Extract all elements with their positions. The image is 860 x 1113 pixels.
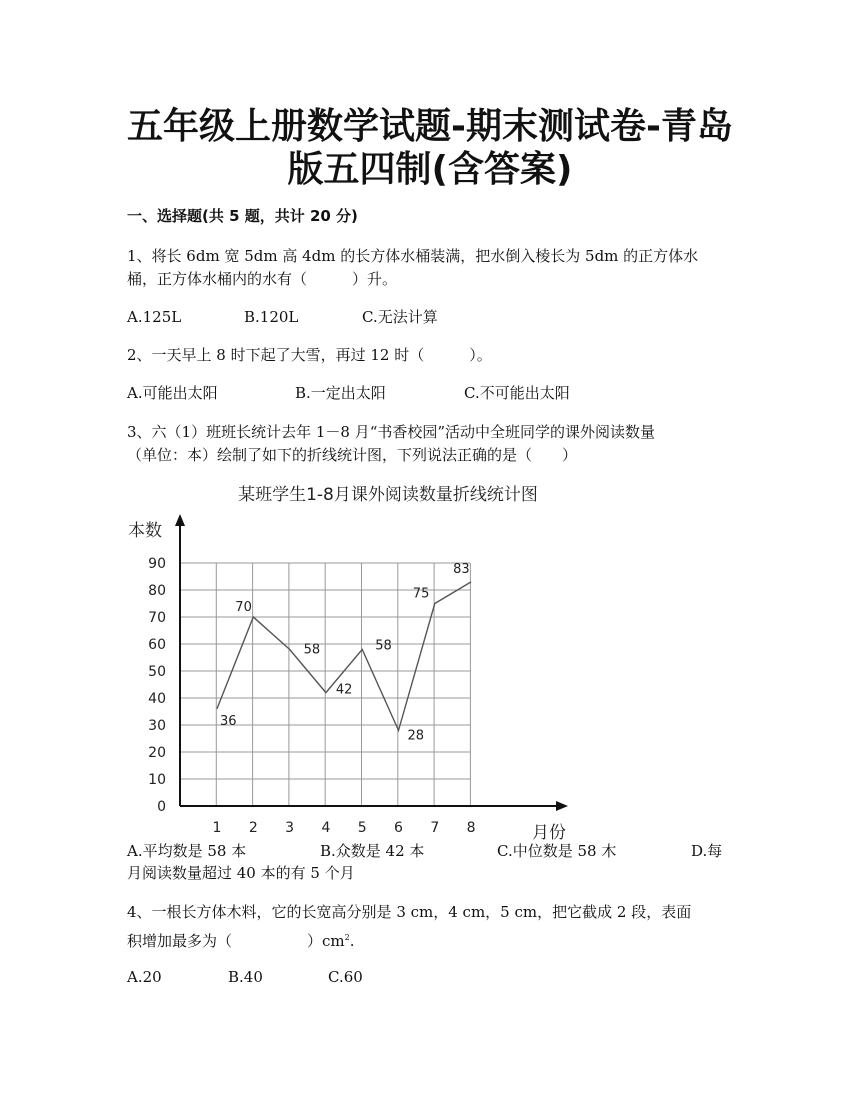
data-label: 83 [453, 561, 470, 577]
x-tick-label: 4 [321, 820, 331, 836]
y-tick-label: 70 [148, 610, 166, 626]
chart-title: 某班学生1-8月课外阅读数量折线统计图 [238, 485, 538, 505]
q4-option-b: B.40 [228, 968, 263, 986]
x-axis-arrow [556, 801, 568, 811]
question-4-text: 积增加最多为（ ）cm [127, 932, 345, 950]
chart-axes [175, 514, 568, 811]
question-2-line1: 2、一天早上 8 时下起了大雪，再过 12 时（ ）。 [127, 346, 492, 364]
question-4-line1: 4、一根长方体木料，它的长宽高分别是 3 cm，4 cm，5 cm，把它截成 2 段，表面 [127, 903, 692, 921]
y-axis-arrow [175, 514, 185, 526]
x-tick-label: 5 [357, 820, 367, 836]
q2-option-b: B.一定出太阳 [295, 384, 386, 402]
x-axis-label: 月份 [532, 823, 566, 843]
x-tick-label: 7 [430, 820, 440, 836]
q1-option-c: C.无法计算 [362, 308, 438, 326]
superscript-2: 2 [344, 933, 350, 942]
x-tick-labels [213, 820, 476, 836]
data-label: 36 [220, 713, 237, 729]
data-label: 58 [375, 638, 392, 654]
series-line [217, 582, 471, 731]
section-heading: 一、选择题(共 5 题，共计 20 分) [127, 207, 358, 225]
q3-option-a: A.平均数是 58 本 [127, 842, 247, 860]
y-tick-label: 30 [148, 718, 166, 734]
y-tick-labels [148, 556, 166, 815]
data-label: 75 [412, 586, 430, 602]
doc-title-line2: 版五四制(含答案) [287, 149, 573, 190]
y-tick-label: 50 [148, 664, 166, 680]
doc-title-line1: 五年级上册数学试题-期末测试卷-青岛 [127, 106, 733, 147]
x-tick-label: 2 [248, 820, 258, 836]
q3-option-b: B.众数是 42 本 [320, 842, 425, 860]
q4-option-c: C.60 [328, 968, 363, 986]
data-label: 28 [407, 728, 425, 744]
y-tick-label: 10 [148, 772, 166, 788]
data-labels [220, 562, 470, 744]
y-axis-label: 本数 [128, 521, 162, 541]
data-label: 58 [303, 642, 321, 658]
q1-option-b: B.120L [244, 308, 299, 326]
question-1-line1: 1、将长 6dm 宽 5dm 高 4dm 的长方体水桶装满，把水倒入棱长为 5dm 的正方体水 [127, 247, 699, 265]
y-tick-label: 20 [148, 745, 166, 761]
q3-option-d-continued: 月阅读数量超过 40 本的有 5 个月 [127, 864, 355, 882]
question-4-end: . [349, 932, 355, 950]
y-tick-label: 0 [157, 799, 166, 815]
line-chart [0, 476, 860, 846]
data-label: 42 [335, 682, 353, 698]
data-label: 70 [235, 600, 252, 615]
y-tick-label: 40 [148, 691, 166, 707]
y-tick-label: 60 [148, 637, 166, 653]
q2-option-c: C.不可能出太阳 [464, 384, 570, 402]
q2-option-a: A.可能出太阳 [127, 384, 218, 402]
question-1-line2: 桶，正方体水桶内的水有（ ）升。 [127, 270, 398, 288]
y-tick-label: 90 [148, 556, 166, 572]
q3-option-d: D.每 [691, 842, 723, 860]
question-3-line2: （单位：本）绘制了如下的折线统计图，下列说法正确的是（ ） [127, 446, 578, 464]
question-4-line2 [127, 926, 737, 953]
y-tick-label: 80 [148, 583, 166, 599]
q4-option-a: A.20 [127, 968, 162, 986]
x-tick-label: 1 [212, 820, 222, 836]
question-3-line1: 3、六（1）班班长统计去年 1－8 月“书香校园”活动中全班同学的课外阅读数量 [127, 423, 656, 441]
q3-option-c: C.中位数是 58 木 [497, 842, 617, 860]
x-tick-label: 6 [394, 820, 403, 836]
x-tick-label: 8 [466, 820, 476, 836]
q1-option-a: A.125L [127, 308, 182, 326]
x-tick-label: 3 [285, 820, 295, 836]
